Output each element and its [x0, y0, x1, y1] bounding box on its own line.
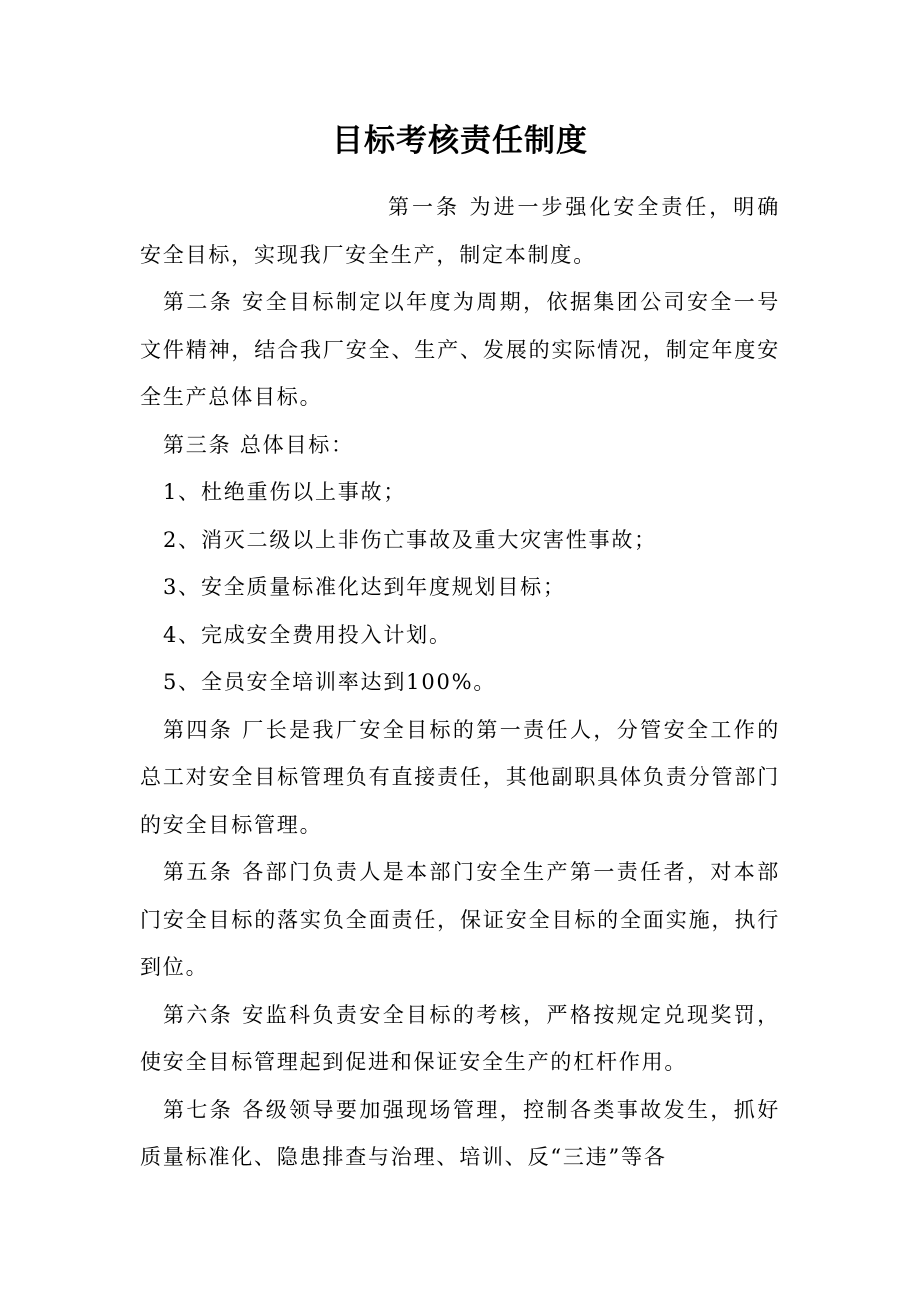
article-2-paragraph: 第二条 安全目标制定以年度为周期，依据集团公司安全一号文件精神，结合我厂安全、生产、发展的实际情况，制定年度安全生产总体目标。 — [140, 290, 780, 409]
goal-item-3: 3、安全质量标准化达到年度规划目标； — [163, 575, 566, 599]
article-7-paragraph: 第七条 各级领导要加强现场管理，控制各类事故发生，抓好质量标准化、隐患排查与治理、培训、反“三违”等各 — [140, 1097, 780, 1169]
article-1-paragraph: 第一条 为进一步强化安全责任，明确安全目标，实现我厂安全生产，制定本制度。 — [140, 195, 780, 267]
article-5-paragraph: 第五条 各部门负责人是本部门安全生产第一责任者，对本部门安全目标的落实负全面责任，保证安全目标的全面实施，执行到位。 — [140, 860, 780, 979]
goal-item-5: 5、全员安全培训率达到100%。 — [163, 670, 497, 694]
goal-item-1: 1、杜绝重伤以上事故； — [163, 480, 407, 504]
article-6-paragraph: 第六条 安监科负责安全目标的考核，严格按规定兑现奖罚，使安全目标管理起到促进和保证安全生产的杠杆作用。 — [140, 1002, 780, 1074]
article-4-paragraph: 第四条 厂长是我厂安全目标的第一责任人，分管安全工作的总工对安全目标管理负有直接责任，其他副职具体负责分管部门的安全目标管理。 — [140, 717, 780, 837]
document-body — [140, 184, 780, 1182]
goal-item-2: 2、消灭二级以上非伤亡事故及重大灾害性事故； — [163, 527, 657, 552]
document-title: 目标考核责任制度 — [332, 123, 588, 159]
goal-item-4: 4、完成安全费用投入计划。 — [163, 622, 452, 647]
article-3-heading: 第三条 总体目标： — [163, 432, 354, 457]
